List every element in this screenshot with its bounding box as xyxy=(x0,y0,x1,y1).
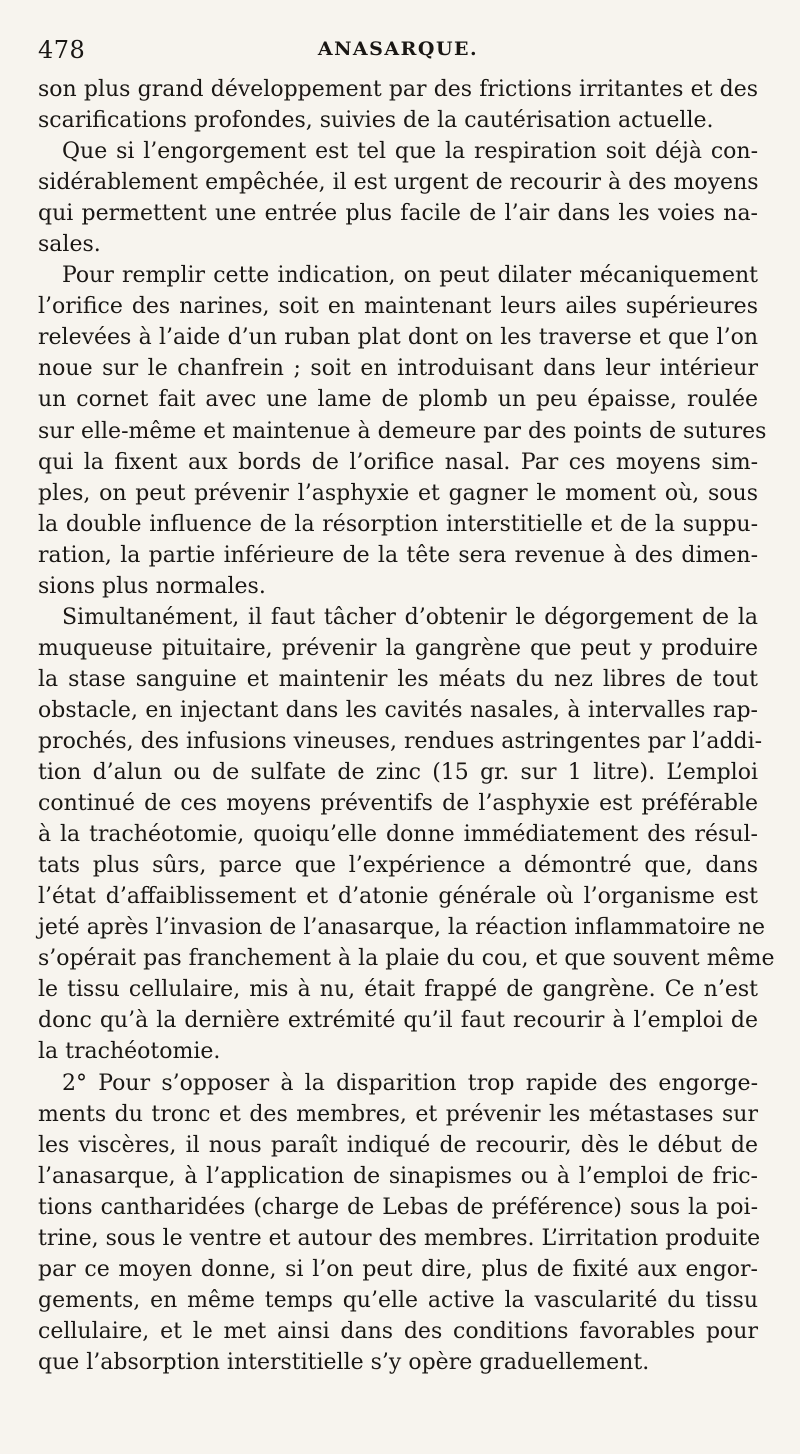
text-line: les viscères, il nous paraît indiqué de recourir, dès le début de xyxy=(38,1132,758,1158)
text-line: par ce moyen donne, si l’on peut dire, plus de fixité aux engor- xyxy=(38,1256,758,1282)
text-line: l’état d’affaiblissement et d’atonie générale où l’organisme est xyxy=(38,884,758,910)
text-line: tions cantharidées (charge de Lebas de préférence) sous la poi- xyxy=(38,1194,758,1220)
text-line: s’opérait pas franchement à la plaie du cou, et que souvent même xyxy=(38,946,775,972)
text-line: Pour remplir cette indication, on peut dilater mécaniquement xyxy=(62,263,758,289)
text-line: 2° Pour s’opposer à la disparition trop rapide des engorge- xyxy=(62,1070,758,1096)
text-line: la stase sanguine et maintenir les méats du nez libres de tout xyxy=(38,666,758,692)
text-line: la double influence de la résorption interstitielle et de la suppu- xyxy=(38,511,758,537)
text-line: ration, la partie inférieure de la tête sera revenue à des dimen- xyxy=(38,542,758,568)
text-line: son plus grand développement par des frictions irritantes et des xyxy=(38,77,758,102)
text-line: l’anasarque, à l’application de sinapismes ou à l’emploi de fric- xyxy=(38,1163,758,1189)
text-line: jeté après l’invasion de l’anasarque, la réaction inflammatoire ne xyxy=(38,915,766,941)
text-line: continué de ces moyens préventifs de l’asphyxie est préférable xyxy=(38,791,758,817)
text-line: sions plus normales. xyxy=(38,573,266,599)
text-line: un cornet fait avec une lame de plomb un peu épaisse, roulée xyxy=(38,387,758,413)
text-line: sidérablement empêchée, il est urgent de recourir à des moyens xyxy=(38,170,759,196)
text-line: muqueuse pituitaire, prévenir la gangrène que peut y produire xyxy=(38,635,758,661)
text-line: sales. xyxy=(38,232,101,258)
text-line: obstacle, en injectant dans les cavités nasales, à intervalles rap- xyxy=(38,697,758,723)
text-line: noue sur le chanfrein ; soit en introduisant dans leur intérieur xyxy=(38,356,758,382)
text-line: cellulaire, et le met ainsi dans des conditions favorables pour xyxy=(38,1318,758,1344)
page-header xyxy=(38,26,758,70)
text-line: qui la fixent aux bords de l’orifice nasal. Par ces moyens sim- xyxy=(38,449,758,475)
text-line: relevées à l’aide d’un ruban plat dont on les traverse et que l’on xyxy=(38,325,758,351)
text-line: prochés, des infusions vineuses, rendues astringentes par l’addi- xyxy=(38,728,763,754)
text-line: ments du tronc et des membres, et prévenir les métastases sur xyxy=(38,1101,758,1127)
page-number: 478 xyxy=(38,36,86,64)
body-text xyxy=(38,74,775,1378)
text-line: tats plus sûrs, parce que l’expérience a démontré que, dans xyxy=(38,853,758,879)
text-line: qui permettent une entrée plus facile de l’air dans les voies na- xyxy=(38,201,758,227)
text-line: scarifications profondes, suivies de la cautérisation actuelle. xyxy=(38,108,714,134)
text-line: à la trachéotomie, quoiqu’elle donne immédiatement des résul- xyxy=(38,822,758,848)
text-line: tion d’alun ou de sulfate de zinc (15 gr. sur 1 litre). L’emploi xyxy=(38,760,758,786)
text-line: l’orifice des narines, soit en maintenant leurs ailes supérieures xyxy=(38,294,758,320)
text-line: Que si l’engorgement est tel que la respiration soit déjà con- xyxy=(62,139,758,165)
text-line: que l’absorption interstitielle s’y opère graduellement. xyxy=(38,1349,650,1375)
running-head: ANASARQUE. xyxy=(317,38,479,60)
text-line: gements, en même temps qu’elle active la vascularité du tissu xyxy=(38,1287,758,1313)
text-line: trine, sous le ventre et autour des membres. L’irritation produite xyxy=(38,1225,761,1251)
text-line: ples, on peut prévenir l’asphyxie et gagner le moment où, sous xyxy=(38,480,758,506)
text-line: la trachéotomie. xyxy=(38,1039,221,1065)
text-line: donc qu’à la dernière extrémité qu’il faut recourir à l’emploi de xyxy=(38,1008,758,1034)
text-line: sur elle-même et maintenue à demeure par des points de sutures xyxy=(38,418,767,444)
text-line: Simultanément, il faut tâcher d’obtenir le dégorgement de la xyxy=(62,604,758,630)
text-line: le tissu cellulaire, mis à nu, était frappé de gangrène. Ce n’est xyxy=(38,977,758,1003)
